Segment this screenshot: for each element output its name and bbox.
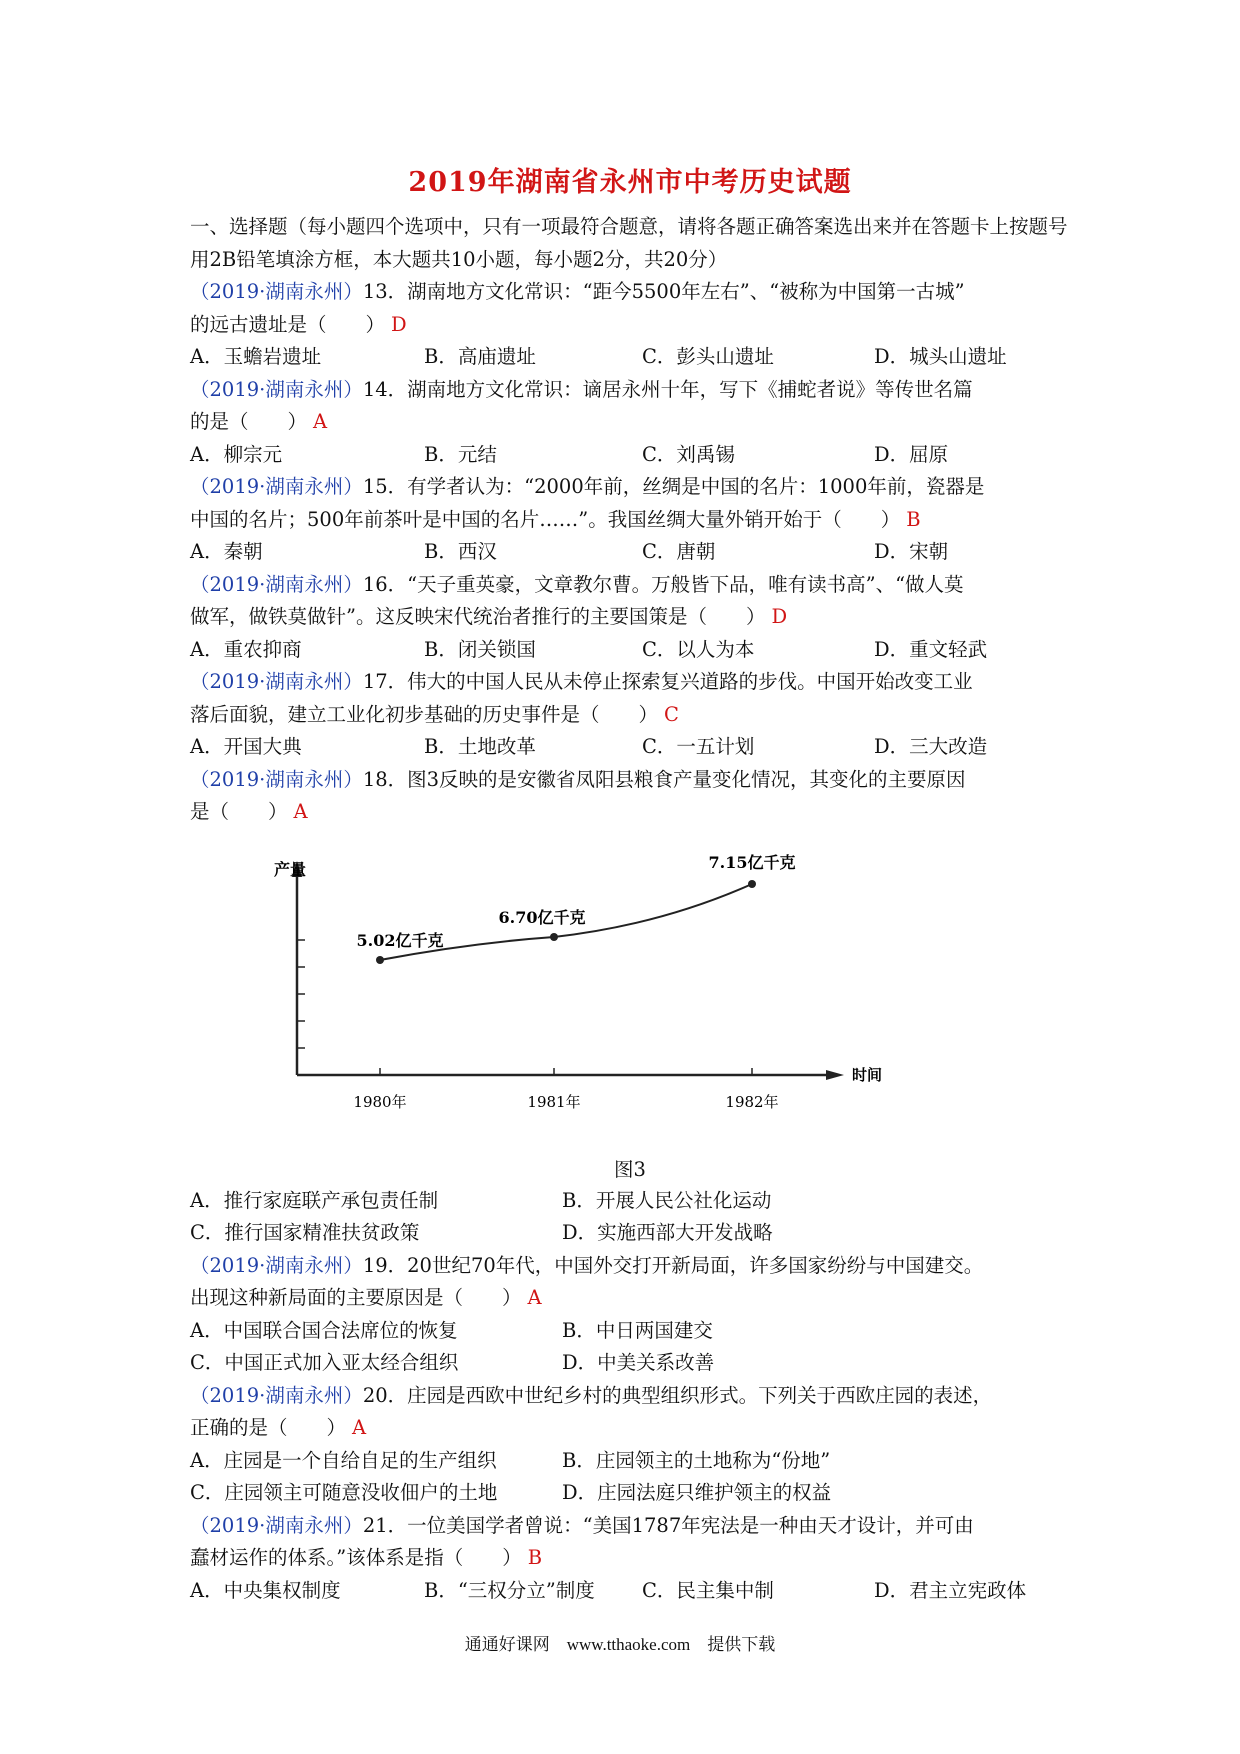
option-c: C．唐朝 [642, 540, 716, 563]
option-d: D．君主立宪政体 [874, 1578, 1027, 1602]
option-d: D．中美关系改善 [562, 1351, 715, 1374]
question-line-2 [190, 699, 1070, 732]
question-text-cont: 是（ ） [190, 800, 288, 823]
options-row [190, 1185, 1070, 1218]
options-row [190, 1217, 1070, 1250]
exam-page [190, 160, 1070, 1607]
data-point [376, 956, 384, 964]
option-d: D．庄园法庭只维护领主的权益 [562, 1481, 832, 1504]
question-text: 19．20世纪70年代，中国外交打开新局面，许多国家纷纷与中国建交。 [362, 1253, 984, 1277]
y-axis-label: 产量 [273, 859, 307, 879]
options-row [190, 341, 1070, 374]
question-line-2 [190, 1412, 1070, 1445]
option-c: C．民主集中制 [642, 1578, 774, 1602]
question-line-1 [190, 276, 1070, 309]
question-text: 15．有学者认为：“2000年前，丝绸是中国的名片：1000年前，瓷器是 [362, 475, 985, 498]
option-c: C．以人为本 [642, 637, 755, 661]
x-tick-label: 1981年 [527, 1092, 581, 1111]
option-b: B．高庙遗址 [424, 345, 536, 368]
question-text-cont: 落后面貌，建立工业化初步基础的历史事件是（ ） [190, 702, 659, 726]
question-text-cont: 的远古遗址是（ ） [190, 312, 386, 336]
question-text-cont: 中国的名片；500年前茶叶是中国的名片……”。我国丝绸大量外销开始于（ ） [190, 507, 901, 531]
option-a: A．中国联合国合法席位的恢复 [190, 1318, 458, 1342]
question-text-cont: 蠢材运作的体系。”该体系是指（ ） [190, 1546, 522, 1569]
question-line-2 [190, 1542, 1070, 1575]
question-line-1 [190, 1250, 1070, 1283]
question-line-1 [190, 471, 1070, 504]
question-text: 16．“天子重英豪，文章教尔曹。万般皆下品，唯有读书高”、“做人莫 [362, 572, 964, 596]
options-row [190, 536, 1070, 569]
question-block [190, 1380, 1070, 1510]
option-a: A．中央集权制度 [190, 1578, 341, 1602]
options-row [190, 731, 1070, 764]
question-source: （2019·湖南永州） [190, 475, 363, 498]
question-text-cont: 做军，做铁莫做针”。这反映宋代统治者推行的主要国策是（ ） [190, 605, 766, 628]
question-source: （2019·湖南永州） [190, 572, 363, 596]
question-line-1 [190, 1380, 1070, 1413]
answer-key: B [527, 1546, 543, 1569]
question-source: （2019·湖南永州） [190, 280, 363, 303]
option-a: A．重农抑商 [190, 637, 302, 661]
data-label: 5.02亿千克 [356, 930, 444, 950]
option-d: D．三大改造 [874, 735, 988, 758]
question-block [190, 1510, 1070, 1608]
option-b: B．中日两国建交 [562, 1318, 713, 1342]
answer-key: D [391, 312, 407, 336]
question-text: 20．庄园是西欧中世纪乡村的典型组织形式。下列关于西欧庄园的表述， [362, 1383, 993, 1407]
question-source: （2019·湖南永州） [190, 1513, 363, 1537]
chart-svg [190, 835, 1070, 1155]
answer-key: C [664, 702, 679, 726]
question-line-2 [190, 309, 1070, 342]
option-b: B．西汉 [424, 540, 497, 563]
question-block [190, 276, 1070, 374]
options-row [190, 1477, 1070, 1510]
option-a: A．推行家庭联产承包责任制 [190, 1188, 439, 1212]
question-line-1 [190, 666, 1070, 699]
question-block [190, 764, 1070, 1250]
answer-key: A [313, 410, 328, 433]
question-block [190, 1250, 1070, 1380]
question-source: （2019·湖南永州） [190, 670, 363, 693]
question-block [190, 569, 1070, 667]
option-b: B．“三权分立”制度 [424, 1578, 595, 1602]
option-b: B．元结 [424, 442, 497, 466]
section-instructions: 一、选择题（每小题四个选项中，只有一项最符合题意，请将各题正确答案选出来并在答题卡上按题号用2B铅笔填涂方框，本大题共10小题，每小题2分，共20分） [190, 215, 1068, 271]
options-row [190, 1445, 1070, 1478]
question-source: （2019·湖南永州） [190, 1383, 363, 1407]
question-text-cont: 正确的是（ ） [190, 1416, 347, 1439]
option-c: C．刘禹锡 [642, 442, 735, 466]
data-point [748, 880, 756, 888]
question-line-1 [190, 764, 1070, 797]
question-source: （2019·湖南永州） [190, 377, 363, 401]
option-c: C．一五计划 [642, 735, 755, 758]
option-a: A．玉蟾岩遗址 [190, 345, 322, 368]
options-row [190, 1315, 1070, 1348]
option-c: C．推行国家精准扶贫政策 [190, 1221, 420, 1244]
question-text: 13．湖南地方文化常识：“距今5500年左右”、“被称为中国第一古城” [362, 280, 965, 303]
option-c: C．彭头山遗址 [642, 345, 774, 368]
question-line-2 [190, 504, 1070, 537]
x-tick-label: 1982年 [725, 1092, 779, 1111]
x-axis-label: 时间 [852, 1065, 883, 1084]
question-text-cont: 出现这种新局面的主要原因是（ ） [190, 1286, 522, 1309]
answer-key: A [527, 1286, 542, 1309]
question-line-1 [190, 374, 1070, 407]
option-d: D．重文轻武 [874, 637, 988, 661]
question-text: 18．图3反映的是安徽省凤阳县粮食产量变化情况，其变化的主要原因 [362, 767, 966, 791]
data-point [550, 933, 558, 941]
x-tick-label: 1980年 [353, 1092, 407, 1111]
question-list [190, 276, 1070, 1607]
options-row [190, 634, 1070, 667]
question-text: 17．伟大的中国人民从未停止探索复兴道路的步伐。中国开始改变工业 [362, 670, 973, 693]
options-row [190, 1575, 1070, 1608]
yield-chart [190, 835, 1070, 1155]
options-row [190, 439, 1070, 472]
option-b: B．庄园领主的土地称为“份地” [562, 1448, 831, 1472]
question-text: 21．一位美国学者曾说：“美国1787年宪法是一种由天才设计，并可由 [362, 1513, 974, 1537]
footer-text: 通通好课网 www.tthaoke.com 提供下载 [464, 1635, 776, 1654]
answer-key: D [771, 605, 788, 628]
option-d: D．屈原 [874, 442, 949, 466]
question-line-2 [190, 406, 1070, 439]
question-source: （2019·湖南永州） [190, 767, 363, 791]
answer-key: B [906, 507, 921, 531]
answer-key: A [352, 1416, 367, 1439]
option-a: A．秦朝 [190, 540, 263, 563]
question-source: （2019·湖南永州） [190, 1253, 363, 1277]
option-b: B．闭关锁国 [424, 637, 536, 661]
question-text: 14．湖南地方文化常识：谪居永州十年，写下《捕蛇者说》等传世名篇 [362, 377, 973, 401]
question-line-1 [190, 1510, 1070, 1543]
chart-caption: 图3 [614, 1157, 646, 1181]
option-c: C．中国正式加入亚太经合组织 [190, 1351, 459, 1374]
question-text-cont: 的是（ ） [190, 410, 308, 433]
data-label: 6.70亿千克 [498, 907, 586, 927]
option-a: A．柳宗元 [190, 442, 283, 466]
option-d: D．城头山遗址 [874, 345, 1007, 368]
question-block [190, 471, 1070, 569]
question-line-2 [190, 1282, 1070, 1315]
option-b: B．土地改革 [424, 735, 536, 758]
question-line-1 [190, 569, 1070, 602]
question-block [190, 374, 1070, 472]
option-d: D．宋朝 [874, 540, 949, 563]
x-axis-arrow [826, 1070, 844, 1080]
option-b: B．开展人民公社化运动 [562, 1188, 772, 1212]
option-c: C．庄园领主可随意没收佃户的土地 [190, 1481, 498, 1504]
data-label: 7.15亿千克 [708, 852, 796, 872]
options-row [190, 1347, 1070, 1380]
question-line-2 [190, 601, 1070, 634]
question-line-2 [190, 796, 1070, 829]
answer-key: A [293, 800, 308, 823]
page-title: 2019年湖南省永州市中考历史试题 [408, 167, 852, 198]
question-block [190, 666, 1070, 764]
option-d: D．实施西部大开发战略 [562, 1221, 773, 1244]
option-a: A．庄园是一个自给自足的生产组织 [190, 1448, 497, 1472]
option-a: A．开国大典 [190, 735, 302, 758]
